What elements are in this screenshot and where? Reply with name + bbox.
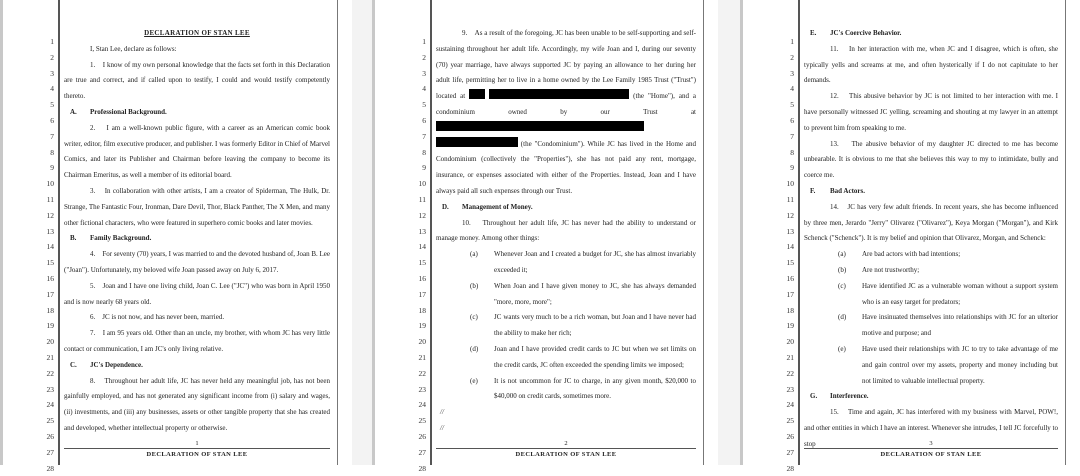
paragraph-text: Time and again, JC has interfered with my business with Marvel, POW!, and other entities in which I have an interest. Whenever she intrudes, I tell JC forcefully to stop: [804, 408, 1058, 448]
footer-rule: [804, 448, 1058, 449]
line-number: 28: [46, 463, 54, 473]
line-number: 10: [786, 179, 794, 189]
line-number: 3: [50, 68, 54, 78]
paragraph-number: 5.: [90, 281, 96, 290]
line-number: 6: [790, 115, 794, 125]
paragraph-number: 1.: [90, 60, 96, 69]
intro-line: I, Stan Lee, declare as follows:: [90, 44, 177, 53]
line-number: 13: [786, 226, 794, 236]
line-number: 14: [418, 242, 426, 252]
paragraph-text: (the "Condominium"). While JC has lived in the Home and Condominium (collectively the "Properties"), she has not paid any rent, mortgage, insurance, or expenses associated with either of the Properties. Instead, Joan and I have always paid all such expenses through our Trust.: [436, 139, 696, 195]
page-gap: [718, 0, 740, 465]
line-number: 26: [46, 431, 54, 441]
line-number: 25: [418, 416, 426, 426]
section-heading-f: [804, 184, 1058, 200]
line-number: 12: [786, 210, 794, 220]
line-number: 3: [422, 68, 426, 78]
line-number: 20: [786, 337, 794, 347]
line-number: 15: [418, 258, 426, 268]
paragraph-number: 6.: [90, 313, 96, 322]
line-number: 18: [786, 305, 794, 315]
redaction-bar: [436, 137, 518, 147]
line-number: 19: [46, 321, 54, 331]
line-number: 10: [46, 179, 54, 189]
line-number: 5: [422, 100, 426, 110]
section-title: Management of Money.: [462, 202, 533, 211]
redaction-bar: [436, 121, 644, 131]
subparagraph-a: [436, 247, 696, 279]
footer-caption: DECLARATION OF STAN LEE: [146, 451, 248, 458]
line-number: 8: [790, 147, 794, 157]
line-number: 11: [46, 194, 54, 204]
line-number: 7: [790, 131, 794, 141]
line-number: 16: [46, 273, 54, 283]
line-number: 10: [418, 179, 426, 189]
line-number: 4: [50, 84, 54, 94]
continuation-mark: //: [440, 423, 444, 432]
line-number: 6: [50, 115, 54, 125]
section-title: Professional Background.: [90, 107, 167, 116]
paragraph-text: For seventy (70) years, I was married to and the devoted husband of, Joan B. Lee ("Joan"). Unfortunately, my beloved wife Joan passed away on July 6, 2017.: [64, 250, 331, 274]
line-number: 5: [50, 100, 54, 110]
section-title: JC's Coercive Behavior.: [830, 29, 902, 37]
line-number: 16: [418, 273, 426, 283]
line-number: 25: [786, 416, 794, 426]
subparagraph-text: It is not uncommon for JC to charge, in any given month, $20,000 to $40,000 on credit cards, sometimes more.: [494, 376, 696, 401]
line-number: 18: [418, 305, 426, 315]
line-number: 4: [422, 84, 426, 94]
paragraph-3: [64, 184, 330, 231]
section-heading-e: [804, 26, 1058, 42]
paragraph-8: [64, 374, 330, 437]
line-number: 26: [786, 431, 794, 441]
section-heading-g: [804, 389, 1058, 405]
document-title: DECLARATION OF STAN LEE: [144, 29, 250, 37]
line-number: 9: [50, 163, 54, 173]
subparagraph-letter: (e): [838, 344, 846, 353]
paragraph-number: 4.: [90, 250, 96, 259]
section-heading-a: [64, 105, 330, 121]
subparagraph-text: Are bad actors with bad intentions;: [862, 250, 961, 259]
page-edge: [740, 0, 743, 465]
redaction-bar: [489, 89, 629, 99]
line-number: 19: [786, 321, 794, 331]
subparagraph-text: Have insinuated themselves into relationships with JC for an ulterior motive and purpose; and: [862, 313, 1058, 338]
section-letter: G.: [810, 392, 818, 401]
line-number: 5: [790, 100, 794, 110]
paragraph-10: [436, 216, 696, 248]
page-number: 3: [929, 440, 933, 447]
paragraph-number: 9.: [462, 29, 468, 37]
subparagraph-letter: (c): [838, 281, 846, 290]
line-number: 27: [786, 447, 794, 457]
paragraph-5: [64, 279, 330, 311]
line-number: 23: [786, 384, 794, 394]
paragraph-number: 12.: [830, 92, 839, 101]
line-number: 1: [422, 37, 426, 46]
line-number: 28: [786, 463, 794, 473]
line-number: 11: [418, 194, 426, 204]
line-number: 24: [786, 400, 794, 410]
paragraph-number: 2.: [90, 123, 96, 132]
paragraph-9: [436, 26, 696, 200]
line-number: 22: [786, 368, 794, 378]
footer-rule: [436, 448, 696, 449]
line-number: 9: [422, 163, 426, 173]
line-numbers: [34, 34, 54, 476]
paragraph-text: JC is not now, and has never been, married.: [102, 313, 225, 322]
line-number: 2: [50, 52, 54, 62]
paragraph-text: Joan and I have one living child, Joan C. Lee ("JC") who was born in April 1950 and is now nearly 68 years old.: [64, 281, 330, 306]
page-body: [804, 26, 1058, 453]
subparagraph-c: [436, 310, 696, 342]
subparagraph-text: Are not trustworthy;: [862, 265, 920, 274]
subparagraph-e: [804, 342, 1058, 389]
paragraph-number: 13.: [830, 139, 839, 148]
subparagraph-b: [804, 263, 1058, 279]
line-number: 18: [46, 305, 54, 315]
line-number: 8: [50, 147, 54, 157]
subparagraph-e: [436, 374, 696, 406]
line-number: 21: [46, 352, 54, 362]
line-number: 17: [46, 289, 54, 299]
line-number: 6: [422, 115, 426, 125]
line-number: 25: [46, 416, 54, 426]
paragraph-number: 15.: [830, 408, 839, 417]
subparagraph-letter: (a): [470, 250, 478, 259]
document-page-1: [0, 0, 352, 473]
subparagraph-text: Joan and I have provided credit cards to JC but when we set limits on the credit cards, JC often exceeded the spending limits we imposed;: [494, 344, 696, 369]
line-number: 14: [786, 242, 794, 252]
line-number: 9: [790, 163, 794, 173]
line-number: 13: [46, 226, 54, 236]
subparagraph-b: [436, 279, 696, 311]
paragraph-text: As a result of the foregoing, JC has been unable to be self-supporting and self-sustaining throughout her adult life. Accordingly, my wife Joan and I, during our seventy (70) year marriage, have always supported JC by paying an allowance to her during her adult life, permitting her to live in a home owned by the Lee Family 1985 Trust ("Trust") located at: [436, 29, 696, 101]
line-number: 7: [50, 131, 54, 141]
line-number: 24: [46, 400, 54, 410]
subparagraph-letter: (d): [470, 344, 479, 353]
subparagraph-d: [436, 342, 696, 374]
line-number: 11: [786, 194, 794, 204]
subparagraph-letter: (d): [838, 313, 847, 322]
line-number: 1: [50, 37, 54, 46]
page-body: [436, 26, 696, 437]
line-number: 21: [418, 352, 426, 362]
subparagraph-c: [804, 279, 1058, 311]
section-heading-b: [64, 231, 330, 247]
subparagraph-a: [804, 247, 1058, 263]
subparagraph-d: [804, 310, 1058, 342]
page-edge: [0, 0, 3, 465]
line-number: 24: [418, 400, 426, 410]
page-footer: [436, 439, 696, 459]
line-number: 2: [790, 52, 794, 62]
subparagraph-letter: (b): [838, 265, 847, 274]
paragraph-text: The abusive behavior of my daughter JC directed to me has become unbearable. It is obvious to me that she believes this way to my to intimidate, bully and coerce me.: [804, 139, 1058, 180]
line-number: 27: [46, 447, 54, 457]
line-number: 26: [418, 431, 426, 441]
line-number: 15: [46, 258, 54, 268]
paragraph-14: [804, 200, 1058, 247]
line-number: 17: [418, 289, 426, 299]
page-edge: [372, 0, 375, 465]
line-number: 8: [422, 147, 426, 157]
subparagraph-text: Have used their relationships with JC to try to take advantage of me and gain control over my assets, property and money including but not limited to valuable intellectual property.: [862, 344, 1058, 385]
paragraph-text: Throughout her adult life, JC has never had the ability to understand or manage money. Among other things:: [436, 218, 696, 243]
line-number: 17: [786, 289, 794, 299]
line-number: 3: [790, 68, 794, 78]
paragraph-text: I know of my own personal knowledge that the facts set forth in this Declaration are true and correct, and if called upon to testify, I could and would testify competently thereto.: [64, 60, 330, 101]
line-number: 23: [46, 384, 54, 394]
paragraph-number: 3.: [90, 186, 96, 195]
document-page-2: [372, 0, 718, 473]
line-number: 20: [46, 337, 54, 347]
subparagraph-letter: (a): [838, 250, 846, 259]
paragraph-text: I am a well-known public figure, with a career as an American comic book writer, editor, film executive producer, and publisher. I was formerly Editor in Chief of Marvel Comics, and later its Publisher and Chairman before leaving the company to become its Chairman Emeritus, as well a member of its editorial board.: [64, 123, 330, 180]
line-number: 22: [418, 368, 426, 378]
footer-caption: DECLARATION OF STAN LEE: [880, 451, 982, 458]
line-number: 13: [418, 226, 426, 236]
line-number: 2: [422, 52, 426, 62]
section-letter: D.: [442, 202, 449, 211]
line-number: 12: [418, 210, 426, 220]
line-number: 12: [46, 210, 54, 220]
line-number: 23: [418, 384, 426, 394]
paragraph-text: In collaboration with other artists, I am a creator of Spiderman, The Hulk, Dr. Strange, The Fantastic Four, Ironman, Dare Devil, Thor, Black Panther, The X Men, and many other fictional characters, who were featured in superhero comic books and later movies.: [64, 186, 330, 227]
page-gap: [352, 0, 372, 465]
line-number: 15: [786, 258, 794, 268]
section-heading-d: [436, 200, 696, 216]
paragraph-13: [804, 137, 1058, 184]
line-numbers: [774, 34, 794, 476]
subparagraph-letter: (b): [470, 281, 479, 290]
section-title: JC's Dependence.: [90, 360, 143, 369]
section-title: Bad Actors.: [830, 186, 865, 195]
section-letter: C.: [70, 360, 77, 369]
paragraph-6: [64, 310, 330, 326]
line-numbers: [406, 34, 426, 476]
continuation-mark: //: [440, 408, 444, 417]
paragraph-text: JC has very few adult friends. In recent years, she has become influenced by three men, Jerardo "Jerry" Olivarez ("Olivarez"), Keya Morgan ("Morgan"), and Kirk Schenck ("Schenck"). It is my belief and opinion that Olivarez, Morgan, and Schenck:: [804, 202, 1058, 243]
line-number: 19: [418, 321, 426, 331]
document-page-3: [740, 0, 1080, 473]
redaction-bar: [469, 89, 485, 99]
paragraph-4: [64, 247, 330, 279]
paragraph-text: Throughout her adult life, JC has never held any meaningful job, has not been gainfully employed, and has not generated any significant income from (i) salary and wages, (ii) investments, and (iii) any businesses, assets or other tangible property that she has created and developed, whether intellectual property or otherwise.: [64, 376, 331, 432]
subparagraph-letter: (c): [470, 313, 478, 322]
line-number: 4: [790, 84, 794, 94]
line-number: 14: [46, 242, 54, 252]
paragraph-text: I am 95 years old. Other than an uncle, my brother, with whom JC has very little contact or communication, I am JC's only living relative.: [64, 329, 330, 353]
paragraph-text: This abusive behavior by JC is not limited to her interaction with me. I have personally witnessed JC yelling, screaming and shouting at my lawyer in an attempt to prevent him from speaking to me.: [804, 92, 1059, 132]
subparagraph-text: Have identified JC as a vulnerable woman without a support system who is an easy target for predators;: [862, 281, 1058, 306]
paragraph-text: (the "Home"), and a condominium owned by our Trust at: [436, 92, 697, 116]
section-heading-c: [64, 358, 330, 374]
subparagraph-text: When Joan and I have given money to JC, she has always demanded "more, more, more";: [494, 281, 696, 306]
page-number: 2: [564, 440, 568, 447]
paragraph-12: [804, 89, 1058, 136]
paragraph-number: 10.: [462, 218, 471, 227]
footer-rule: [64, 448, 330, 449]
section-letter: E.: [810, 29, 817, 37]
subparagraph-text: Whenever Joan and I created a budget for JC, she has almost invariably exceeded it;: [494, 250, 696, 274]
paragraph-number: 14.: [830, 202, 839, 211]
footer-caption: DECLARATION OF STAN LEE: [515, 451, 617, 458]
section-letter: A.: [70, 107, 77, 116]
section-letter: B.: [70, 234, 77, 243]
section-title: Interference.: [830, 392, 869, 401]
line-number: 21: [786, 352, 794, 362]
paragraph-7: [64, 326, 330, 358]
paragraph-number: 8.: [90, 376, 96, 385]
line-number: 7: [422, 131, 426, 141]
paragraph-number: 11.: [830, 44, 839, 53]
paragraph-1: [64, 58, 330, 105]
paragraph-2: [64, 121, 330, 184]
subparagraph-letter: (e): [470, 376, 478, 385]
line-number: 28: [418, 463, 426, 473]
section-title: Family Background.: [90, 234, 152, 243]
line-number: 16: [786, 273, 794, 283]
paragraph-11: [804, 42, 1058, 89]
page-footer: [64, 439, 330, 459]
paragraph-number: 7.: [90, 329, 96, 338]
line-number: 27: [418, 447, 426, 457]
page-footer: [804, 439, 1058, 459]
subparagraph-text: JC wants very much to be a rich woman, but Joan and I have never had the ability to make her rich;: [494, 313, 696, 338]
page-number: 1: [195, 440, 199, 447]
line-number: 22: [46, 368, 54, 378]
line-number: 20: [418, 337, 426, 347]
line-number: 1: [790, 37, 794, 46]
page-body: [64, 26, 330, 437]
section-letter: F.: [810, 186, 816, 195]
paragraph-text: In her interaction with me, when JC and I disagree, which is often, she typically yells and screams at me, and often hysterically if I do not capitulate to her demands.: [804, 44, 1058, 85]
